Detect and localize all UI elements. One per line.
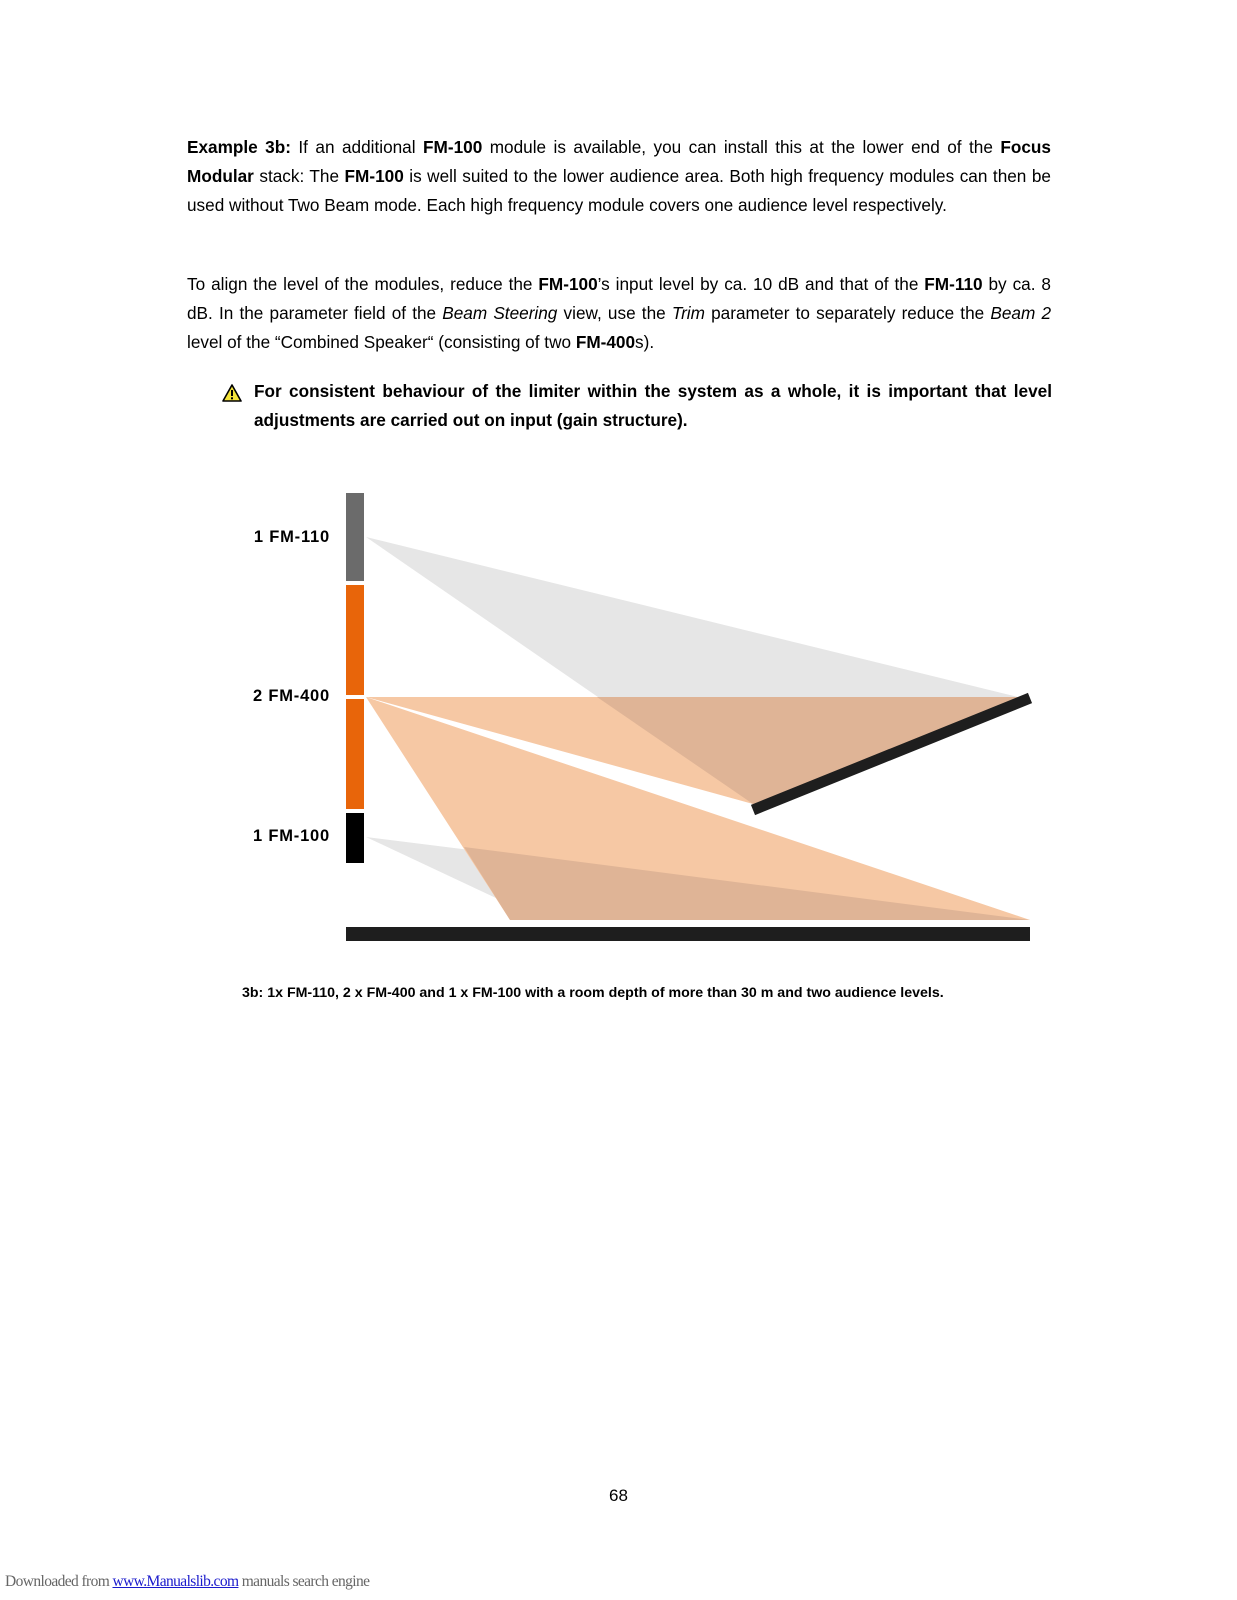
- model-name: FM-110: [924, 274, 983, 294]
- text-run: ’s input level by ca. 10 dB and that of the: [597, 274, 925, 294]
- label-fm100: 1 FM-100: [252, 827, 330, 845]
- figure-caption: 3b: 1x FM-110, 2 x FM-400 and 1 x FM-100 with a room depth of more than 30 m and two audience levels.: [242, 985, 944, 1001]
- beam-name: Beam 2: [990, 303, 1051, 324]
- example-label: Example 3b:: [187, 137, 291, 157]
- text-run: stack: The: [253, 166, 345, 187]
- text-run: is well suited to the lower audience area. Both high frequency modules can then be used without Two Beam mode. Each high frequency module covers one audience level respectively.: [187, 166, 1051, 216]
- stack-fm110: [346, 493, 364, 581]
- stack-fm400-2: [346, 699, 364, 809]
- stack-fm400-1: [346, 585, 364, 695]
- text-run: If an additional: [290, 137, 424, 157]
- model-name: FM-100: [423, 137, 483, 157]
- footer-prefix: Downloaded from: [5, 1573, 113, 1590]
- text-run: parameter to separately reduce the: [704, 303, 991, 324]
- speaker-coverage-diagram: [0, 480, 1237, 960]
- warning-note: [222, 377, 1052, 435]
- warning-text: For consistent behaviour of the limiter within the system as a whole, it is important that level adjustments are carried out on input (gain structure).: [254, 381, 1052, 431]
- manualslib-link[interactable]: www.Manualslib.com: [112, 1573, 239, 1590]
- label-fm400: 2 FM-400: [252, 687, 330, 705]
- text-run: module is available, you can install this at the lower end of the: [482, 137, 1001, 157]
- text-run: by ca. 8 dB. In the parameter field of the: [187, 274, 1051, 324]
- view-name: Beam Steering: [442, 303, 558, 324]
- paragraph-example-3b: [187, 133, 1051, 221]
- product-name: Focus Modular: [187, 137, 1051, 187]
- stack-fm100: [346, 813, 364, 863]
- download-footer: [5, 1573, 369, 1591]
- model-name: FM-400: [575, 332, 636, 353]
- text-run: level of the “Combined Speaker“ (consisting of two: [187, 332, 576, 353]
- warning-triangle-icon: [222, 382, 242, 440]
- text-run: view, use the: [557, 303, 672, 324]
- text-run: s).: [635, 332, 655, 353]
- label-fm110: 1 FM-110: [253, 528, 330, 546]
- coverage-svg: [0, 480, 1237, 960]
- audience-lower: [346, 927, 1030, 941]
- model-name: FM-100: [538, 274, 598, 294]
- paragraph-level-alignment: [187, 270, 1051, 358]
- model-name: FM-100: [344, 166, 404, 187]
- text-run: To align the level of the modules, reduce the: [187, 274, 539, 294]
- footer-suffix: manuals search engine: [238, 1573, 370, 1590]
- page-number: 68: [609, 1486, 628, 1505]
- parameter-name: Trim: [671, 303, 705, 324]
